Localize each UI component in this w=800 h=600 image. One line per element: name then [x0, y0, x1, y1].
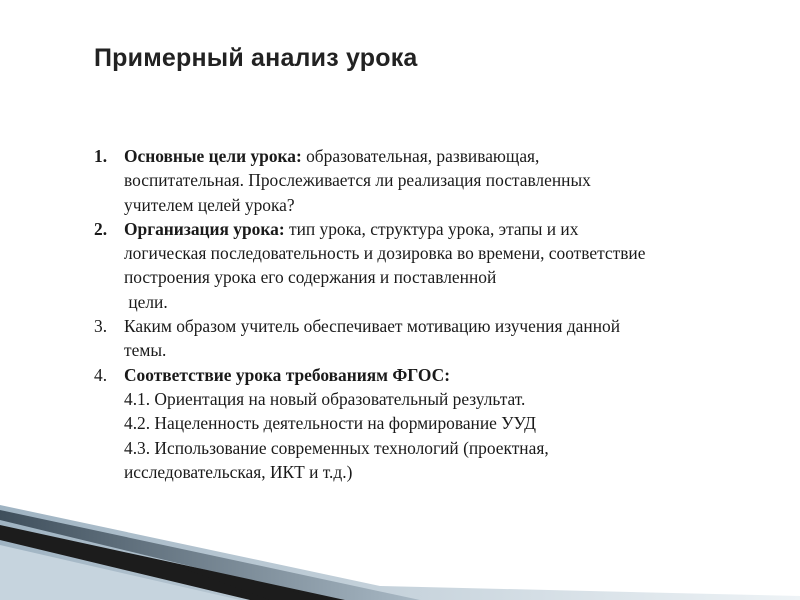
item-text-line: логическая последовательность и дозировка во времени, соответствие: [124, 243, 646, 264]
item-heading: Основные цели урока:: [124, 146, 302, 166]
item-text-line: цели.: [124, 291, 168, 312]
swoosh-dark-band: [0, 525, 345, 600]
list-item-2: [94, 217, 734, 314]
slide-title: Примерный анализ урока: [94, 44, 418, 72]
swoosh-light-band-2: [0, 545, 240, 600]
list-item-3: [94, 314, 734, 363]
item-text-line: тип урока, структура урока, этапы и их: [284, 218, 579, 239]
item-text-line: воспитательная. Прослеживается ли реализация поставленных: [124, 170, 591, 191]
item-text-line: учителем целей урока?: [124, 194, 295, 215]
item-number: 1.: [94, 146, 108, 166]
swoosh-mid-band: [0, 510, 420, 600]
item-number: 4.: [94, 364, 108, 385]
item-number: 2.: [94, 218, 108, 239]
item-text-line: образовательная, развивающая,: [301, 146, 540, 166]
swoosh-dark-tail: [160, 560, 330, 600]
list-item-1: [94, 144, 734, 217]
item-heading: Организация урока:: [124, 218, 285, 239]
sub-item: исследовательская, ИКТ и т.д.): [124, 461, 353, 482]
item-number: 3.: [94, 316, 108, 337]
swoosh-light-band: [0, 505, 800, 600]
sub-item: 4.3. Использование современных технологий (проектная,: [124, 437, 549, 458]
sub-item: 4.1. Ориентация на новый образовательный результат.: [124, 388, 526, 409]
item-text-line: Каким образом учитель обеспечивает мотивацию изучения данной: [124, 316, 621, 337]
item-text-line: темы.: [124, 340, 167, 361]
item-heading: Соответствие урока требованиям ФГОС:: [124, 364, 450, 385]
list-item-4: [94, 363, 734, 484]
analysis-list: [94, 144, 734, 484]
item-text-line: построения урока его содержания и поставленной: [124, 267, 497, 288]
sub-item: 4.2. Нацеленность деятельности на формирование УУД: [124, 413, 536, 434]
